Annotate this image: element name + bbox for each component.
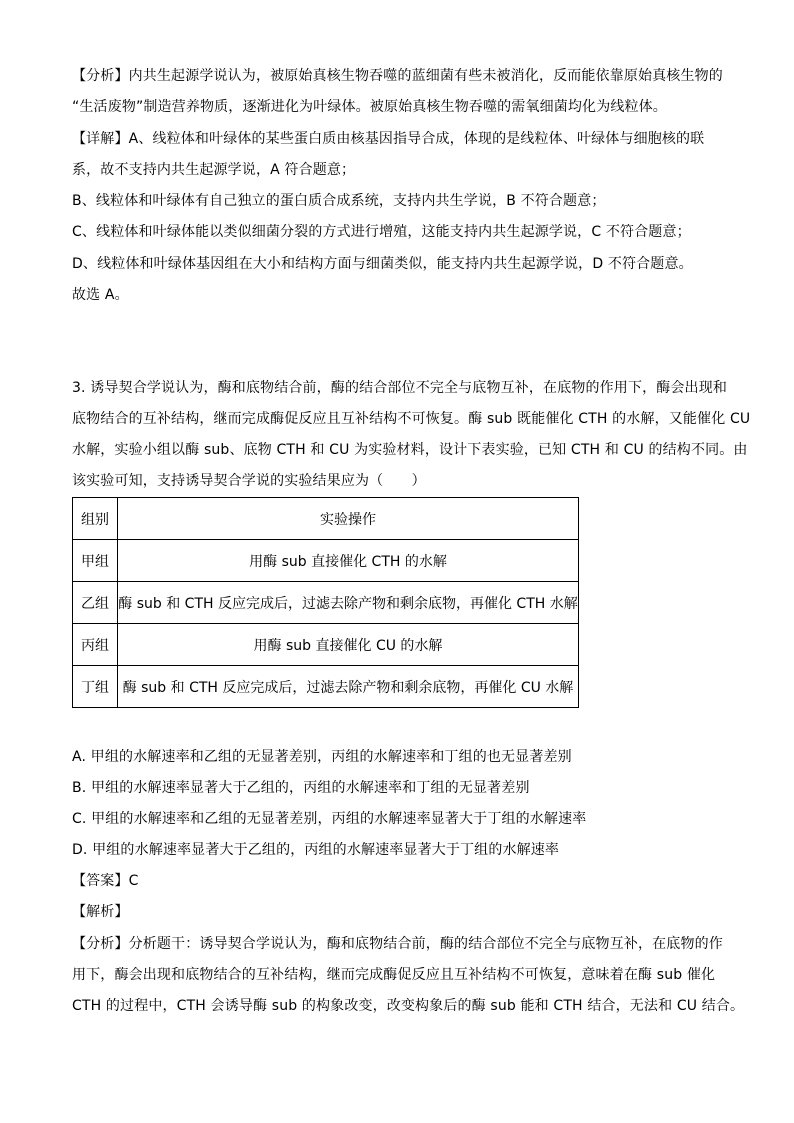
operation-cell: 用酶 sub 直接催化 CU 的水解	[118, 624, 579, 666]
analysis-line: 【分析】内共生起源学说认为，被原始真核生物吞噬的蓝细菌有些未被消化，反而能依靠原始真核生物的	[72, 68, 723, 84]
analysis-heading: 【解析】	[72, 904, 129, 920]
detail-line: D、线粒体和叶绿体基因组在大小和结构方面与细菌类似，能支持内共生起源学说，D 不符合题意。	[72, 256, 693, 272]
analysis-line: “生活废物”制造营养物质，逐渐进化为叶绿体。被原始真核生物吞噬的需氧细菌均化为线粒体。	[72, 99, 667, 115]
table-row	[73, 666, 579, 708]
table-row	[73, 582, 579, 624]
question-stem-line: 水解，实验小组以酶 sub、底物 CTH 和 CU 为实验材料，设计下表实验，已知 CTH 和 CU 的结构不同。由	[72, 442, 748, 458]
experiment-table	[72, 497, 579, 708]
header-operation: 实验操作	[118, 498, 579, 540]
group-cell: 丁组	[73, 666, 118, 708]
option-a: A. 甲组的水解速率和乙组的无显著差别，丙组的水解速率和丁组的也无显著差别	[72, 749, 572, 765]
conclusion-line: 故选 A。	[72, 287, 129, 303]
group-cell: 甲组	[73, 540, 118, 582]
analysis-line: CTH 的过程中，CTH 会诱导酶 sub 的构象改变，改变构象后的酶 sub 能和 CTH 结合，无法和 CU 结合。	[72, 998, 745, 1014]
group-cell: 乙组	[73, 582, 118, 624]
operation-cell: 用酶 sub 直接催化 CTH 的水解	[118, 540, 579, 582]
question-stem-line: 3. 诱导契合学说认为，酶和底物结合前，酶的结合部位不完全与底物互补，在底物的作用下，酶会出现和	[72, 380, 728, 396]
detail-line: C、线粒体和叶绿体能以类似细菌分裂的方式进行增殖，这能支持内共生起源学说，C 不符合题意；	[72, 224, 691, 240]
option-b: B. 甲组的水解速率显著大于乙组的，丙组的水解速率和丁组的无显著差别	[72, 780, 530, 796]
operation-cell: 酶 sub 和 CTH 反应完成后，过滤去除产物和剩余底物，再催化 CTH 水解	[118, 582, 579, 624]
analysis-line: 用下，酶会出现和底物结合的互补结构，继而完成酶促反应且互补结构不可恢复，意味着在酶 sub 催化	[72, 967, 716, 983]
detail-line: 【详解】A、线粒体和叶绿体的某些蛋白质由核基因指导合成，体现的是线粒体、叶绿体与细胞核的联	[72, 131, 705, 147]
header-group: 组别	[73, 498, 118, 540]
table-row	[73, 540, 579, 582]
operation-cell: 酶 sub 和 CTH 反应完成后，过滤去除产物和剩余底物，再催化 CU 水解	[118, 666, 579, 708]
question-stem-line: 该实验可知，支持诱导契合学说的实验结果应为（ ）	[72, 473, 426, 489]
option-c: C. 甲组的水解速率和乙组的无显著差别，丙组的水解速率显著大于丁组的水解速率	[72, 811, 587, 827]
answer-line: 【答案】C	[72, 873, 139, 889]
question-stem-line: 底物结合的互补结构，继而完成酶促反应且互补结构不可恢复。酶 sub 既能催化 CTH 的水解，又能催化 CU	[72, 411, 751, 427]
table-header-row	[73, 498, 579, 540]
group-cell: 丙组	[73, 624, 118, 666]
analysis-line: 【分析】分析题干：诱导契合学说认为，酶和底物结合前，酶的结合部位不完全与底物互补，在底物的作	[72, 936, 723, 952]
detail-line: 系，故不支持内共生起源学说，A 符合题意；	[72, 162, 356, 178]
option-d: D. 甲组的水解速率显著大于乙组的，丙组的水解速率显著大于丁组的水解速率	[72, 842, 560, 858]
detail-line: B、线粒体和叶绿体有自己独立的蛋白质合成系统，支持内共生学说，B 不符合题意；	[72, 193, 606, 209]
table-row	[73, 624, 579, 666]
